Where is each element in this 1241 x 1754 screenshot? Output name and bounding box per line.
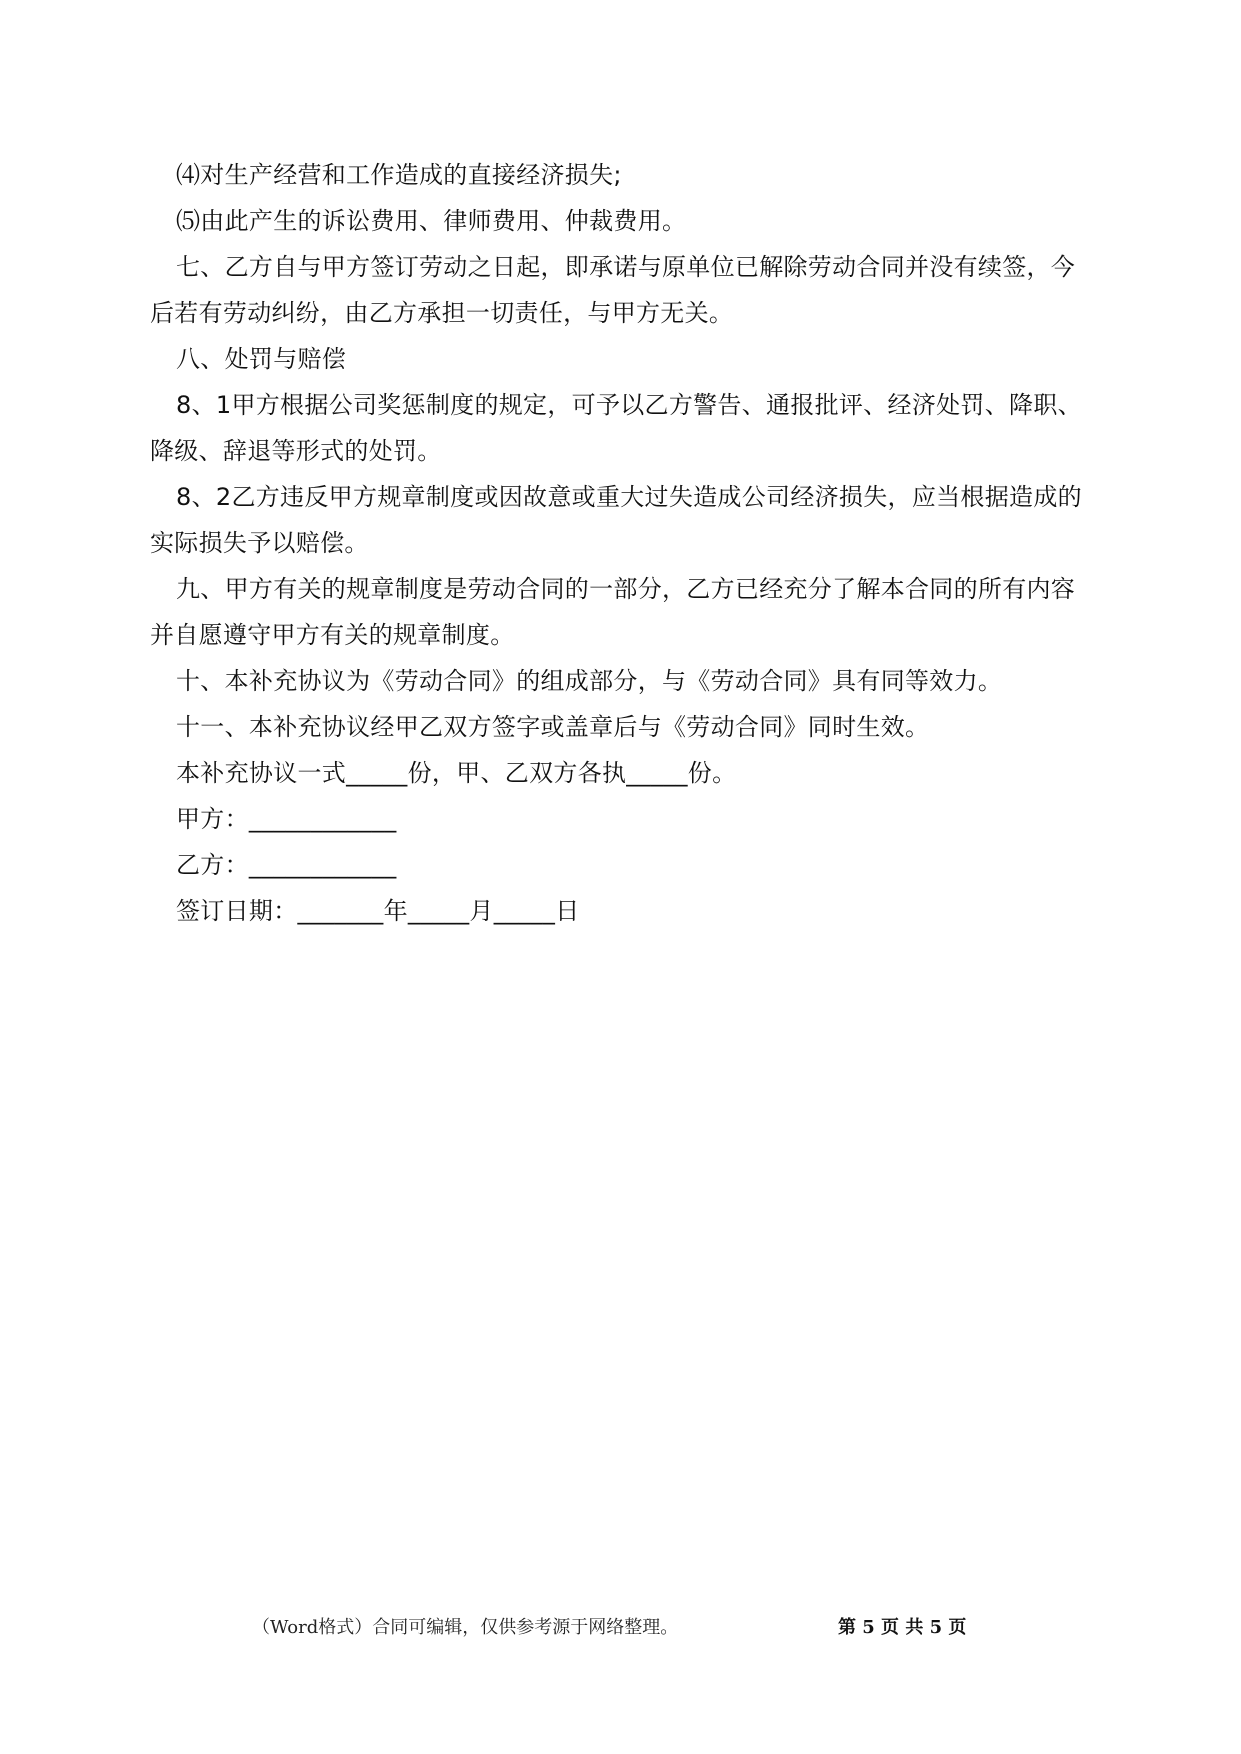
paragraph-clause-11: 十一、本补充协议经甲乙双方签字或盖章后与《劳动合同》同时生效。 [176,713,930,741]
paragraph-clause-7: 七、乙方自与甲方签订劳动之日起，即承诺与原单位已解除劳动合同并没有续签，今后若有劳动纠纷，由乙方承担一切责任，与甲方无关。 [150,253,1076,327]
signature-party-a: 甲方：____________ [176,805,397,833]
paragraph-loss-item-5: ⑸由此产生的诉讼费用、律师费用、仲裁费用。 [176,207,687,235]
page-footer [0,1613,1241,1643]
signature-party-b: 乙方：____________ [176,851,397,879]
signing-date: 签订日期：_______年_____月_____日 [176,897,580,925]
document-body [150,152,1095,934]
paragraph-copies: 本补充协议一式_____份，甲、乙双方各执_____份。 [176,759,737,787]
page-number: 第 5 页 共 5 页 [838,1617,967,1638]
paragraph-clause-10: 十、本补充协议为《劳动合同》的组成部分，与《劳动合同》具有同等效力。 [176,667,1003,695]
paragraph-loss-item-4: ⑷对生产经营和工作造成的直接经济损失; [176,161,622,189]
paragraph-clause-8-heading: 八、处罚与赔偿 [176,345,347,373]
footer-note: （Word格式）合同可编辑，仅供参考源于网络整理。 [252,1617,679,1638]
paragraph-clause-8-1: 8、1甲方根据公司奖惩制度的规定，可予以乙方警告、通报批评、经济处罚、降职、降级、辞退等形式的处罚。 [150,391,1082,465]
paragraph-clause-9: 九、甲方有关的规章制度是劳动合同的一部分，乙方已经充分了解本合同的所有内容并自愿遵守甲方有关的规章制度。 [150,575,1076,649]
paragraph-clause-8-2: 8、2乙方违反甲方规章制度或因故意或重大过失造成公司经济损失，应当根据造成的实际损失予以赔偿。 [150,483,1082,557]
